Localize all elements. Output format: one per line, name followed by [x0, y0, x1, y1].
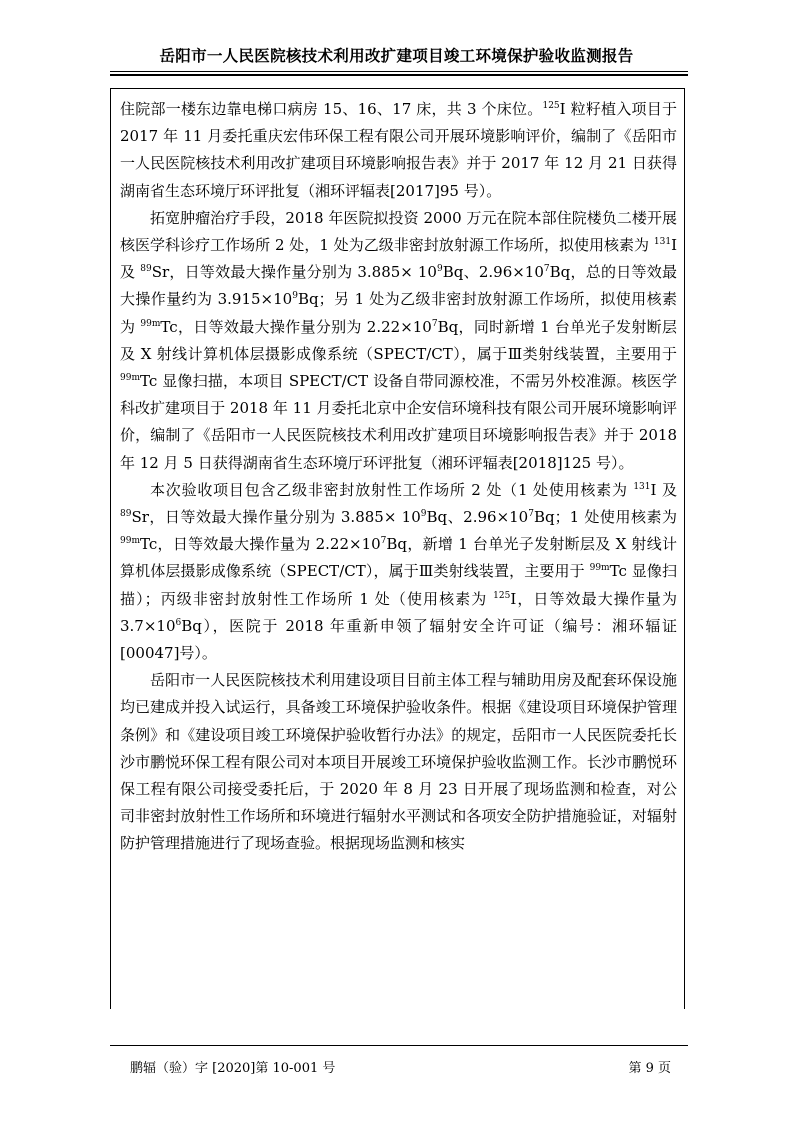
paragraph-p4 — [120, 667, 677, 857]
text-run: Tc 显像扫描）；丙级非密封放射性工作场所 1 处（使用核素为 — [120, 562, 677, 608]
superscript: 7 — [380, 536, 387, 547]
text-run: 拓宽肿瘤治疗手段，2018 年医院拟投资 2000 万元在院本部住院楼负二楼开展核医学科诊疗工作场所 2 处，1 处为乙级非密封放射源工作场所，拟使用核素为 — [120, 208, 677, 255]
superscript: 6 — [175, 617, 182, 628]
content-frame — [110, 88, 685, 1009]
paragraph-p2 — [120, 205, 677, 477]
superscript: 99m — [120, 373, 140, 384]
text-run: Bq，新增 1 台单光子发射断层及 X 射线计算机体层摄影成像系统（SPECT/CT），属于Ⅲ类射线装置，主要用于 — [120, 535, 677, 581]
text-run: 本次验收项目包含乙级非密封放射性工作场所 2 处（1 处使用核素为 — [150, 480, 634, 499]
text-run: Bq、2.96×10 — [442, 263, 544, 282]
footer-page-number: 第 9 页 — [628, 1061, 671, 1076]
text-run: Tc，日等效最大操作量分别为 2.22×10 — [160, 317, 432, 336]
superscript: 7 — [431, 318, 438, 329]
text-run: Sr，日等效最大操作量分别为 3.885× 10 — [151, 263, 437, 282]
footer-rule — [110, 1045, 688, 1046]
text-run: Sr，日等效最大操作量分别为 3.885× 10 — [131, 508, 421, 527]
body-text — [120, 96, 677, 858]
header-rule — [110, 71, 688, 72]
text-run: I 及 — [120, 236, 677, 282]
superscript: 99m — [120, 536, 140, 547]
superscript: 99m — [589, 563, 610, 574]
superscript: 125 — [542, 101, 560, 111]
text-run: I，日等效最大操作量为 3.7×10 — [120, 589, 677, 635]
superscript: 99m — [140, 318, 161, 329]
header-rule-thick — [110, 74, 688, 76]
superscript: 9 — [436, 264, 443, 275]
text-run: 岳阳市一人民医院核技术利用建设项目目前主体工程与辅助用房及配套环保设施均已建成并投入试运行，具备竣工环境保护验收条件。根据《建设项目环境保护管理条例》和《建设项目竣工环境保护验收暂行办法》的规定，岳阳市一人民医院委托长沙市鹏悦环保工程有限公司对本项目开展竣工环境保护验收监测工作。长沙市鹏悦环保工程有限公司接受委托后，于 2020 年 8 月 23 日开展了现场监测和检查，对公司非密封放射性工作场所和环境进行辐射水平测试和各项安全防护措施验证，对辐射防护管理措施进行了现场查验。根据现场监测和核实 — [120, 671, 677, 853]
text-run: Bq、2.96×10 — [426, 508, 529, 527]
text-run: Bq；另 1 处为乙级非密封放射源工作场所，拟使用核素为 — [120, 290, 677, 336]
paragraph-p1 — [120, 96, 677, 205]
superscript: 89 — [120, 509, 132, 520]
text-run: Bq；1 处使用核素为 — [533, 508, 677, 527]
text-run: Tc，日等效最大操作量为 2.22×10 — [140, 535, 381, 554]
text-run: Bq），医院于 2018 年重新申领了辐射安全许可证（编号：湘环辐证[00047]号）。 — [120, 616, 677, 663]
text-run: 住院部一楼东边靠电梯口病房 15、16、17 床，共 3 个床位。 — [120, 100, 543, 118]
superscript: 125 — [493, 590, 511, 601]
superscript: 89 — [140, 264, 152, 275]
superscript: 7 — [543, 264, 550, 275]
text-run: I 及 — [650, 480, 677, 499]
superscript: 131 — [633, 481, 651, 492]
superscript: 9 — [420, 509, 427, 520]
superscript: 131 — [653, 237, 672, 248]
text-run: Tc 显像扫描，本项目 SPECT/CT 设备自带同源校准，不需另外校准源。核医学科改扩建项目于 2018 年 11 月委托北京中企安信环境科技有限公司开展环境影响评价，编制了《岳阳市一人民医院核技术利用改扩建项目环境影响报告表》并于 2018 年 12 月 5 日获得湖南省生态环境厅环评批复（湘环评辐表[2018]125 号）。 — [120, 372, 677, 472]
superscript: 7 — [528, 509, 534, 520]
superscript: 9 — [292, 291, 298, 302]
text-run: Bq，总的日等效最大操作量约为 3.915×10 — [120, 263, 677, 309]
text-run: I 粒籽植入项目于 2017 年 11 月委托重庆宏伟环保工程有限公司开展环境影响评价，编制了《岳阳市一人民医院核技术利用改扩建项目环境影响报告表》并于 2017 年 12 月 21 日获得湖南省生态环境厅环评批复（湘环评辐表[2017]95 号）。 — [120, 100, 677, 200]
text-run: Bq，同时新增 1 台单光子发射断层及 X 射线计算机体层摄影成像系统（SPECT/CT），属于Ⅲ类射线装置，主要用于 — [120, 317, 677, 363]
paragraph-p3 — [120, 477, 677, 667]
footer-doc-number: 鹏辐（验）字 [2020]第 10-001 号 — [130, 1061, 336, 1076]
page-header-title: 岳阳市一人民医院核技术利用改扩建项目竣工环境保护验收监测报告 — [159, 47, 634, 65]
